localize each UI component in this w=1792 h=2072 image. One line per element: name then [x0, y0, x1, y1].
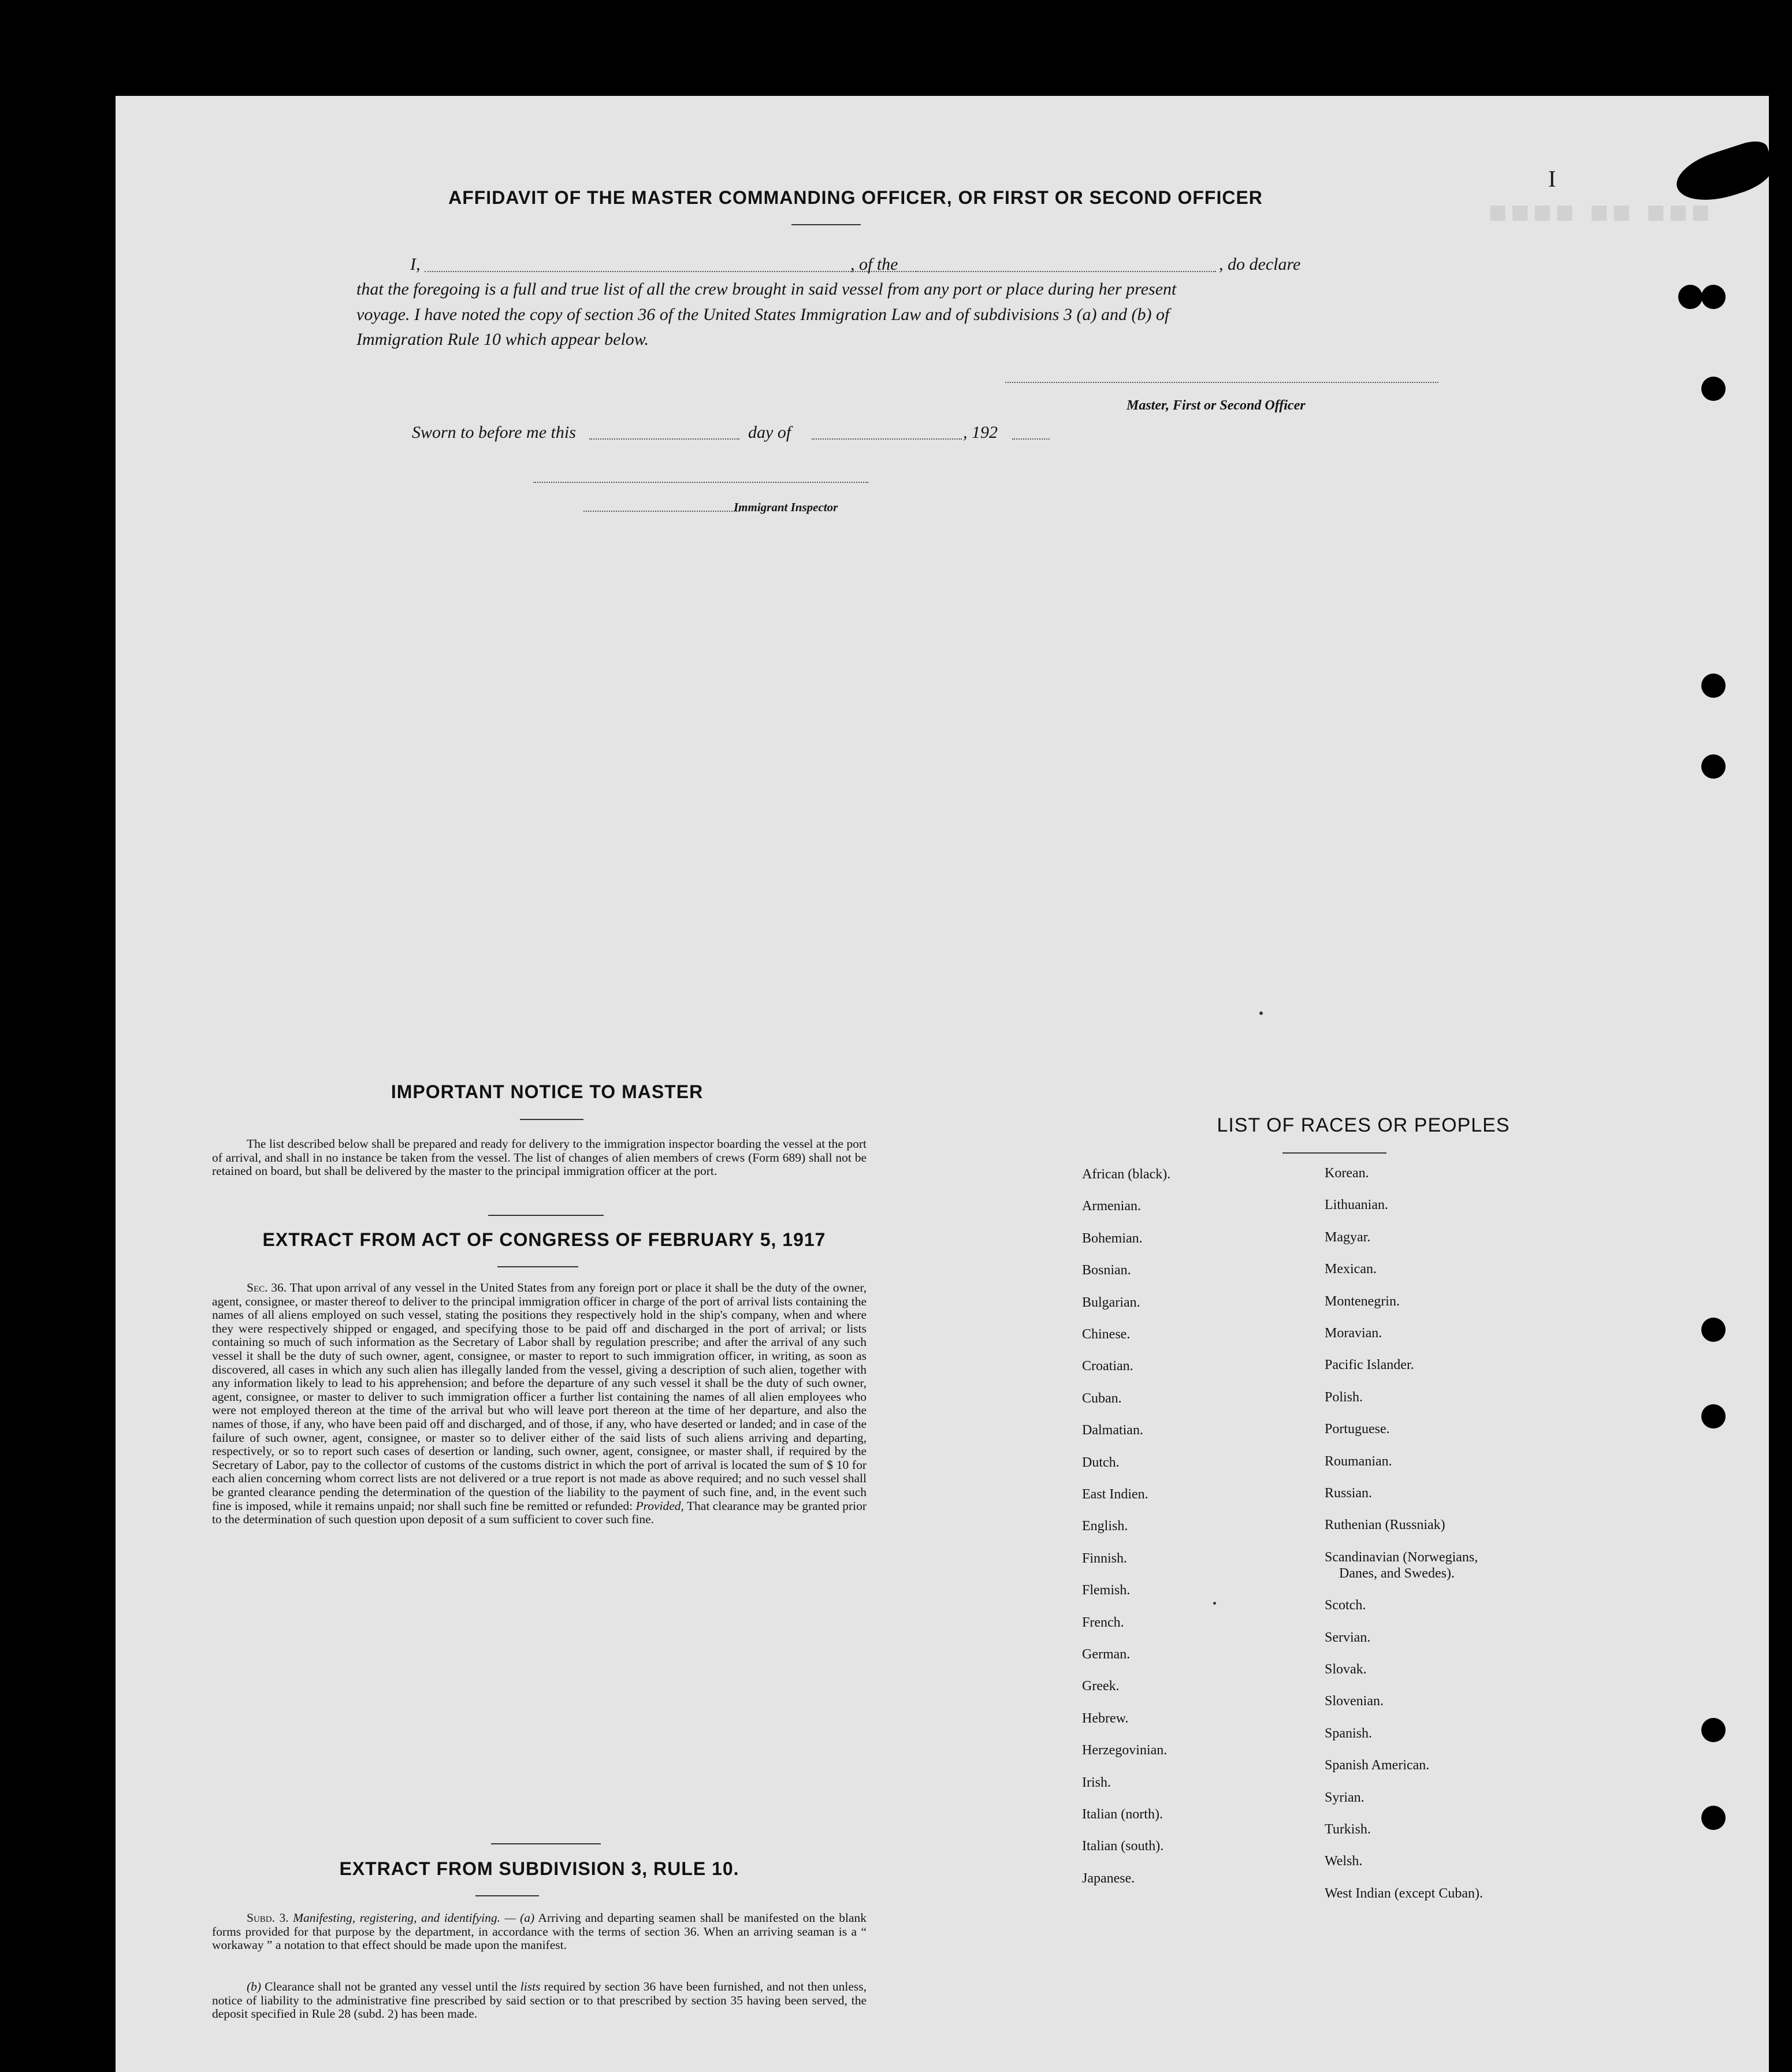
punch-hole: [1701, 674, 1726, 698]
punch-hole: [1701, 1806, 1726, 1830]
race-item: Slovak.: [1325, 1662, 1367, 1677]
provided-label: Provided,: [635, 1498, 684, 1513]
rule-para-a: [212, 1911, 867, 1952]
punch-hole: [1701, 1718, 1726, 1742]
para-b-label: (b): [247, 1980, 262, 1993]
subd-label: Subd. 3.: [247, 1911, 289, 1925]
rule-underline: [475, 1895, 539, 1896]
para-a-label: — (a): [504, 1911, 535, 1925]
race-item: Pacific Islander.: [1325, 1357, 1414, 1373]
race-item: Cuban.: [1082, 1390, 1122, 1406]
race-item: Italian (south).: [1082, 1839, 1164, 1854]
act-text-end: That clearance may be granted prior to the determination of such question upon deposit of a sum sufficient to cover such fine.: [212, 1498, 867, 1527]
race-item: Servian.: [1325, 1630, 1371, 1645]
of-the-label: , of the: [850, 255, 898, 274]
punch-hole: [1701, 1404, 1726, 1429]
race-item: Roumanian.: [1325, 1453, 1392, 1469]
race-item: Herzegovinian.: [1082, 1743, 1168, 1758]
race-item: Magyar.: [1325, 1229, 1371, 1245]
form-page: [116, 96, 1769, 2072]
day-of-label: day of: [748, 423, 791, 442]
para-b-post: required by section 36 have been furnished, and not then unless, notice of liability to the administrative fine prescribed by said section or to that prescribed by section 35 having been served, the deposit specified in Rule 28 (subd. 2) has been made.: [212, 1980, 867, 2021]
race-item: Japanese.: [1082, 1870, 1135, 1886]
act-rule: [491, 1843, 601, 1844]
para-a-text: Arriving and departing seamen shall be manifested on the blank forms provided for that purpose by the department, in accordance with the terms of section 36. When an arriving seaman is a “ workaway ” a notation to that effect should be made upon the manifest.: [212, 1911, 867, 1952]
section-label: Sec. 36.: [247, 1281, 287, 1294]
notice-text: The list described below shall be prepared and ready for delivery to the immigration inspector boarding the vessel at the port of arrival, and shall in no instance be taken from the vessel. The list of changes of alien members of crews (Form 689) shall not be retained on board, but shall be delivered by the master to the principal immigration officer at the port.: [212, 1137, 867, 1178]
race-item: East Indien.: [1082, 1487, 1148, 1502]
race-item: Finnish.: [1082, 1550, 1128, 1566]
race-item: Chinese.: [1082, 1327, 1131, 1342]
race-item: Hebrew.: [1082, 1710, 1129, 1726]
subd-heading: Manifesting, registering, and identifying.: [293, 1911, 501, 1925]
race-item: Lithuanian.: [1325, 1197, 1388, 1213]
race-item: English.: [1082, 1519, 1128, 1534]
title-underline: [791, 224, 861, 225]
affidavit-body-2: voyage. I have noted the copy of section 36 of the United States Immigration Law and of subdivisions 3 (a) and (b) of: [356, 305, 1170, 324]
race-item: Dutch.: [1082, 1455, 1120, 1470]
race-item: Portuguese.: [1325, 1422, 1390, 1437]
rule-para-b: [212, 1980, 867, 2021]
race-item: African (black).: [1082, 1167, 1171, 1182]
race-item: Spanish.: [1325, 1725, 1373, 1741]
inspector-caption: Immigrant Inspector: [734, 500, 838, 514]
i-label: I,: [410, 255, 421, 274]
sworn-label: Sworn to before me this: [412, 423, 576, 442]
race-item: Russian.: [1325, 1486, 1373, 1501]
race-item: French.: [1082, 1615, 1124, 1630]
race-item: Scotch.: [1325, 1598, 1366, 1613]
punch-hole: [1701, 285, 1726, 309]
race-item: Irish.: [1082, 1775, 1111, 1790]
signature-caption: Master, First or Second Officer: [1126, 398, 1306, 413]
speck: [1259, 1011, 1263, 1015]
para-b-lists: lists: [520, 1980, 541, 1993]
speck: [1213, 1602, 1216, 1605]
race-item: Slovenian.: [1325, 1694, 1384, 1709]
para-b-pre: Clearance shall not be granted any vessel until the: [265, 1980, 517, 1993]
race-item: West Indian (except Cuban).: [1325, 1885, 1483, 1901]
race-item: Dalmatian.: [1082, 1423, 1143, 1438]
race-item: Bulgarian.: [1082, 1294, 1140, 1310]
signature-line[interactable]: [1005, 382, 1438, 383]
punch-hole: [1701, 754, 1726, 779]
race-item: Turkish.: [1325, 1822, 1371, 1837]
punch-hole: [1701, 377, 1726, 401]
sworn-month-line[interactable]: [812, 438, 962, 440]
race-item: Danes, and Swedes).: [1339, 1565, 1455, 1581]
act-underline: [497, 1266, 578, 1267]
race-item: Bosnian.: [1082, 1263, 1131, 1278]
affidavit-body-1: that the foregoing is a full and true list of all the crew brought in said vessel from any port or place during her present: [356, 280, 1177, 299]
notice-rule: [488, 1215, 604, 1216]
rule-extract-title: EXTRACT FROM SUBDIVISION 3, RULE 10.: [339, 1858, 739, 1879]
race-item: Bohemian.: [1082, 1230, 1143, 1246]
affidavit-body-3: Immigration Rule 10 which appear below.: [356, 330, 649, 349]
sworn-year-line[interactable]: [1012, 438, 1050, 440]
race-item: Spanish American.: [1325, 1758, 1430, 1773]
inspector-line-1[interactable]: [533, 482, 868, 483]
sworn-day-line[interactable]: [589, 438, 739, 440]
race-item: Welsh.: [1325, 1854, 1363, 1869]
races-title: LIST OF RACES OR PEOPLES: [1217, 1114, 1510, 1136]
bleed-through-texture: ■■■ ■■ ■■■■: [1485, 195, 1710, 229]
affidavit-title: AFFIDAVIT OF THE MASTER COMMANDING OFFICER, OR FIRST OR SECOND OFFICER: [448, 187, 1263, 208]
punch-hole: [1701, 1318, 1726, 1342]
race-item: Korean.: [1325, 1166, 1369, 1181]
vessel-line[interactable]: [916, 271, 1216, 272]
race-item: Moravian.: [1325, 1326, 1382, 1341]
race-item: Ruthenian (Russniak): [1325, 1517, 1445, 1533]
race-item: Scandinavian (Norwegians,: [1325, 1549, 1478, 1565]
race-item: Greek.: [1082, 1679, 1120, 1694]
race-item: Armenian.: [1082, 1199, 1141, 1214]
act-extract-title: EXTRACT FROM ACT OF CONGRESS OF FEBRUARY 5, 1917: [262, 1229, 826, 1250]
year-label: , 192: [963, 423, 998, 442]
do-declare-label: , do declare: [1219, 255, 1301, 274]
race-item: Polish.: [1325, 1389, 1363, 1405]
race-item: Flemish.: [1082, 1583, 1131, 1598]
race-item: Italian (north).: [1082, 1807, 1163, 1822]
act-extract-text: [212, 1281, 867, 1527]
act-text-main: That upon arrival of any vessel in the United States from any foreign port or place it shall be the duty of the owner, agent, consignee, or master thereof to deliver to the principal immigration officer in charge of the port of arrival lists containing the names of all aliens employed on such vessel, stating the positions they respectively hold in the ship's company, when and where they were respectively shipped or engaged, and specifying those to be paid off and discharged in the port of arrival; or lists containing so much of such information as the Secretary of Labor shall by regulation prescribe; and after the arrival of any such vessel it shall be the duty of such owner, agent, consignee, or master to report to such immigration officer, in writing, as soon as discovered, all cases in which any such alien has illegally landed from the vessel, giving a description of such alien, together with any information likely to lead to his apprehension; and before the departure of any such vessel it shall be the duty of such owner, agent, consignee, or master to deliver to such immigration officer a further list containing the names of all alien employees who were not employed thereon at the time of the arrival but who will leave port thereon at the time of her departure, and also the names of those, if any, who have been paid off and discharged, and of those, if any, who have deserted or landed; and in case of the failure of such owner, agent, consignee, or master so to deliver either of the said lists of such aliens arriving and departing, respectively, or so to report such cases of desertion or landing, such owner, agent, consignee, or master shall, if required by the Secretary of Labor, pay to the collector of customs of the customs district in which the port of arrival is located the sum of $ 10 for each alien concerning whom correct lists are not delivered or a true report is not made as above required; and no such vessel shall be granted clearance pending the determination of the question of the liability to the payment of such fine, and, in the event such fine is imposed, while it remains unpaid; nor shall such fine be remitted or refunded:: [212, 1281, 867, 1513]
notice-underline: [520, 1119, 583, 1120]
punch-hole: [1678, 285, 1702, 309]
race-item: Syrian.: [1325, 1790, 1365, 1805]
race-item: German.: [1082, 1647, 1131, 1662]
page-number: I: [1548, 166, 1556, 192]
inspector-line-2[interactable]: [583, 511, 739, 512]
races-underline: [1282, 1152, 1386, 1154]
notice-title: IMPORTANT NOTICE TO MASTER: [391, 1081, 704, 1102]
race-item: Croatian.: [1082, 1359, 1133, 1374]
race-item: Mexican.: [1325, 1262, 1377, 1277]
race-item: Montenegrin.: [1325, 1293, 1400, 1309]
